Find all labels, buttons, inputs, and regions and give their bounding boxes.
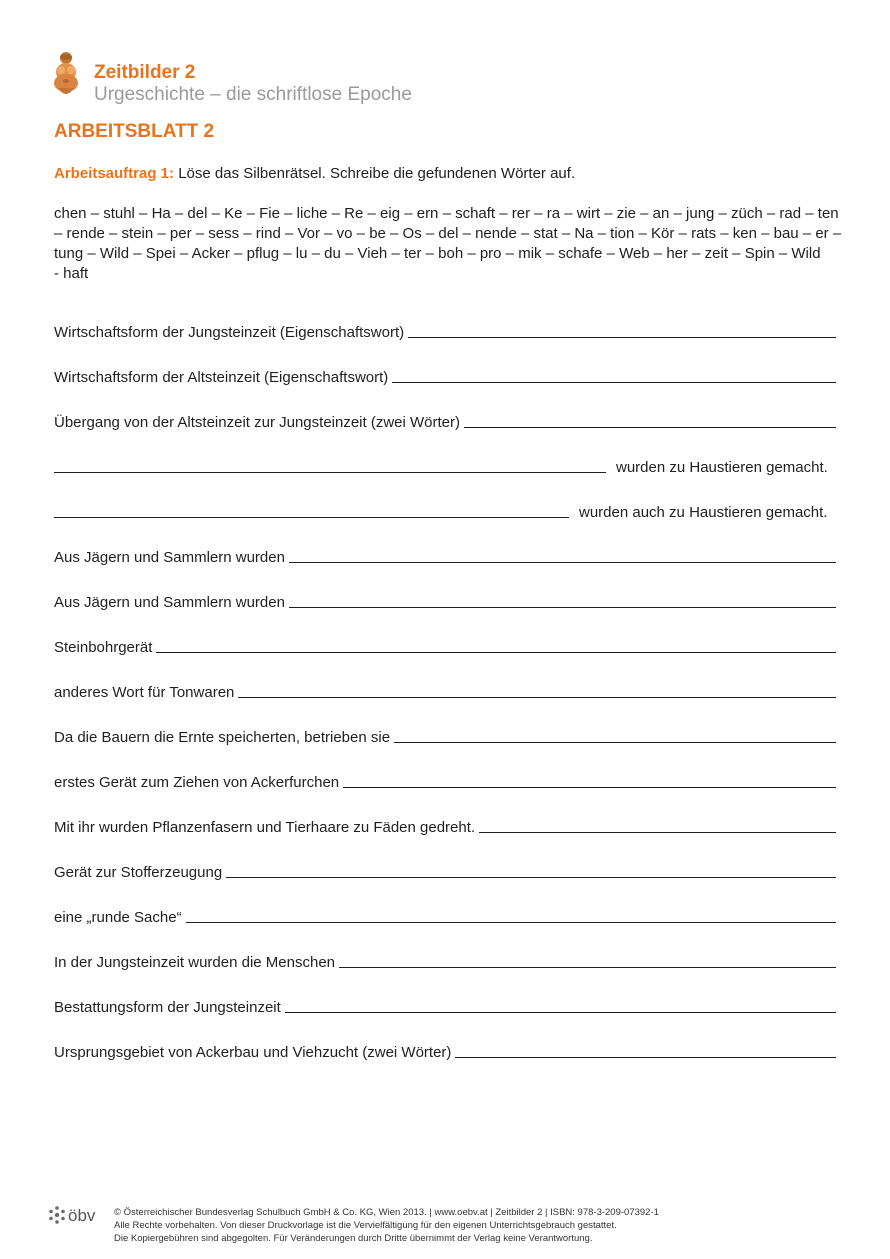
answer-line[interactable] bbox=[392, 382, 836, 383]
answer-line[interactable] bbox=[479, 832, 836, 833]
question-row bbox=[54, 589, 836, 611]
question-row bbox=[54, 769, 836, 791]
question-label: In der Jungsteinzeit wurden die Menschen bbox=[54, 954, 336, 971]
question-label: erstes Gerät zum Ziehen von Ackerfurchen bbox=[54, 774, 340, 791]
answer-line[interactable] bbox=[54, 517, 569, 518]
book-subtitle: Urgeschichte – die schriftlose Epoche bbox=[94, 84, 412, 105]
question-row bbox=[54, 409, 836, 431]
answer-line[interactable] bbox=[285, 1012, 836, 1013]
question-row bbox=[54, 679, 836, 701]
answer-line[interactable] bbox=[238, 697, 836, 698]
question-row bbox=[54, 634, 836, 656]
question-row bbox=[54, 904, 836, 926]
answer-line[interactable] bbox=[226, 877, 836, 878]
question-row bbox=[54, 859, 836, 881]
question-label: Wirtschaftsform der Altsteinzeit (Eigenschaftswort) bbox=[54, 369, 389, 386]
question-label: Aus Jägern und Sammlern wurden bbox=[54, 549, 285, 566]
question-label: Steinbohrgerät bbox=[54, 639, 153, 656]
obv-logo-icon bbox=[48, 1204, 106, 1226]
task-text: Löse das Silbenrätsel. Schreibe die gefundenen Wörter auf. bbox=[174, 165, 576, 182]
question-label: Aus Jägern und Sammlern wurden bbox=[54, 594, 285, 611]
question-row bbox=[54, 364, 836, 386]
venus-figurine-icon bbox=[52, 52, 80, 98]
question-label: Mit ihr wurden Pflanzenfasern und Tierhaare zu Fäden gedreht. bbox=[54, 819, 476, 836]
question-label: wurden zu Haustieren gemacht. bbox=[616, 459, 828, 476]
question-row bbox=[54, 454, 834, 476]
obv-logo-text: öbv bbox=[68, 1206, 96, 1225]
question-label: Da die Bauern die Ernte speicherten, betrieben sie bbox=[54, 729, 391, 746]
book-title: Zeitbilder 2 bbox=[94, 62, 196, 83]
question-row bbox=[54, 814, 836, 836]
syllable-line: - haft bbox=[54, 265, 89, 282]
answer-line[interactable] bbox=[339, 967, 836, 968]
answer-line[interactable] bbox=[156, 652, 836, 653]
task-instruction bbox=[54, 164, 575, 184]
question-label: anderes Wort für Tonwaren bbox=[54, 684, 235, 701]
footer-line: © Österreichischer Bundesverlag Schulbuch GmbH & Co. KG, Wien 2013. | www.oebv.at | Zeitbilder 2 | ISBN: 978-3-209-07392-1 bbox=[114, 1207, 659, 1218]
syllable-line: tung – Wild – Spei – Acker – pflug – lu – du – Vieh – ter – boh – pro – mik – schafe – Web – her – zeit – Spin – Wild bbox=[54, 245, 821, 262]
question-label: Übergang von der Altsteinzeit zur Jungsteinzeit (zwei Wörter) bbox=[54, 414, 461, 431]
answer-line[interactable] bbox=[343, 787, 836, 788]
question-row bbox=[54, 1039, 836, 1061]
answer-line[interactable] bbox=[394, 742, 836, 743]
question-row bbox=[54, 949, 836, 971]
task-label: Arbeitsauftrag 1: bbox=[54, 165, 175, 182]
question-row bbox=[54, 499, 835, 521]
question-label: Wirtschaftsform der Jungsteinzeit (Eigenschaftswort) bbox=[54, 324, 405, 341]
answer-line[interactable] bbox=[455, 1057, 836, 1058]
question-row bbox=[54, 994, 836, 1016]
answer-line[interactable] bbox=[464, 427, 836, 428]
question-label: eine „runde Sache“ bbox=[54, 909, 182, 926]
syllable-line: – rende – stein – per – sess – rind – Vor – vo – be – Os – del – nende – stat – Na – tion – Kör – rats – ken – bau – er – bbox=[54, 225, 842, 242]
answer-line[interactable] bbox=[186, 922, 836, 923]
question-label: Gerät zur Stofferzeugung bbox=[54, 864, 223, 881]
answer-line[interactable] bbox=[54, 472, 606, 473]
question-row bbox=[54, 319, 836, 341]
question-label: wurden auch zu Haustieren gemacht. bbox=[579, 504, 828, 521]
question-row bbox=[54, 544, 836, 566]
question-row bbox=[54, 724, 836, 746]
syllable-line: chen – stuhl – Ha – del – Ke – Fie – liche – Re – eig – ern – schaft – rer – ra – wirt – zie – an – jung – züch – rad – ten bbox=[54, 205, 839, 222]
worksheet-title: ARBEITSBLATT 2 bbox=[54, 121, 215, 142]
question-label: Ursprungsgebiet von Ackerbau und Viehzucht (zwei Wörter) bbox=[54, 1044, 452, 1061]
footer-line: Alle Rechte vorbehalten. Von dieser Druckvorlage ist die Vervielfältigung für den eigenen Unterrichtsgebrauch gestattet. bbox=[114, 1220, 617, 1231]
answer-line[interactable] bbox=[289, 607, 836, 608]
question-label: Bestattungsform der Jungsteinzeit bbox=[54, 999, 281, 1016]
answer-line[interactable] bbox=[289, 562, 836, 563]
answer-line[interactable] bbox=[408, 337, 836, 338]
footer-text bbox=[114, 1206, 659, 1245]
footer-line: Die Kopiergebühren sind abgegolten. Für Veränderungen durch Dritte übernimmt der Verlag keine Verantwortung. bbox=[114, 1233, 593, 1244]
syllable-puzzle bbox=[54, 204, 844, 284]
